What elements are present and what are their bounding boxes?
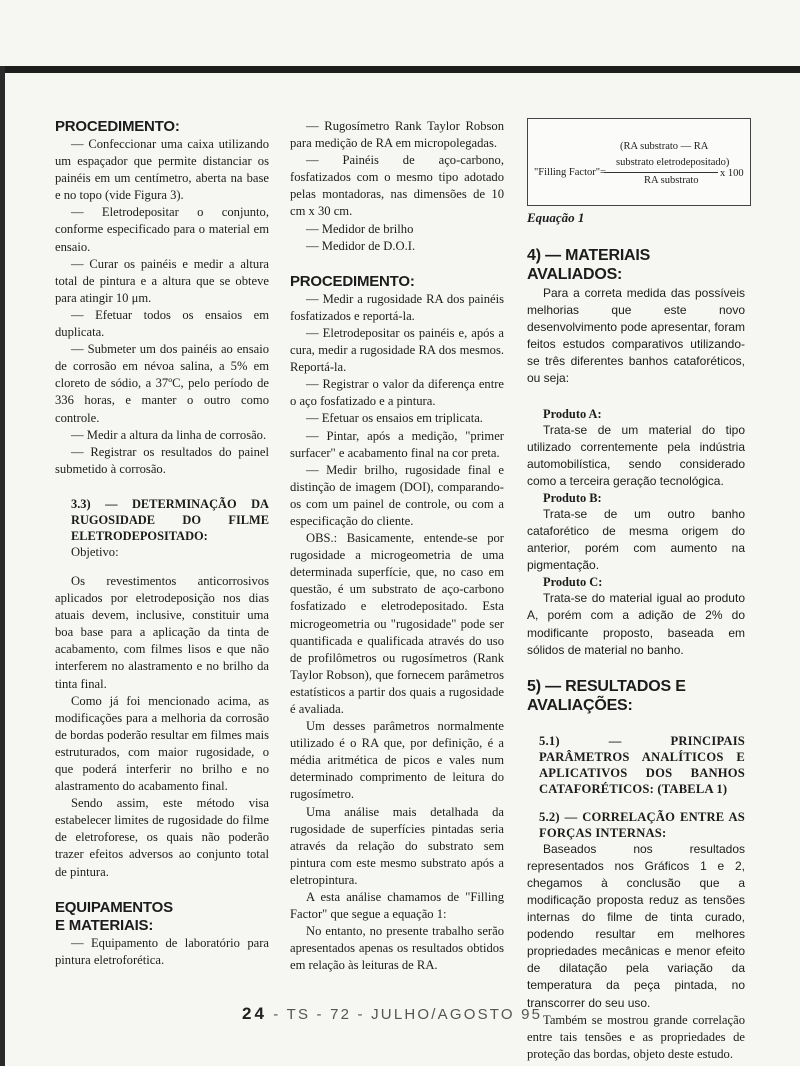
formula-multiplier: x 100 — [720, 168, 744, 179]
paragraph: — Pintar, após a medição, "primer surfacer" e acabamento final na cor preta. — [290, 428, 504, 460]
paragraph: Trata-se de um outro banho cataforético de mesma origem do anterior, porém com aumento na pigmentação. — [527, 506, 745, 573]
paragraph: — Registrar os resultados do painel submetido à corrosão. — [55, 444, 269, 476]
paragraph: A esta análise chamamos de "Filling Factor" que segue a equação 1: — [290, 890, 504, 922]
produto-c-label: Produto C: — [543, 575, 603, 590]
paragraph: Trata-se do material igual ao produto A, porém com a adição de 2% do modificante proposto, baseada em sólidos de material no banho. — [527, 591, 745, 657]
page-number: 24 — [242, 1004, 267, 1023]
page-footer — [242, 1004, 542, 1024]
heading-materiais-avaliados-wrap — [527, 246, 745, 284]
heading-materiais-avaliados: 4) — MATERIAIS AVALIADOS: — [527, 247, 651, 283]
subheading-3-3: 3.3) — DETERMINAÇÃO DA RUGOSIDADE DO FILME ELETRODEPOSITADO: — [71, 496, 269, 543]
subheading-5-2: 5.2) — CORRELAÇÃO ENTRE AS FORÇAS INTERNAS: — [539, 809, 745, 840]
paragraph: — Rugosímetro Rank Taylor Robson para medição de RA em micropolegadas. — [290, 119, 504, 151]
left-rule — [0, 66, 5, 1066]
heading-resultados: 5) — RESULTADOS E AVALIAÇÕES: — [527, 677, 686, 714]
paragraph: — Efetuar todos os ensaios em duplicata. — [55, 307, 269, 340]
column-1 — [55, 118, 269, 969]
paragraph: Um desses parâmetros normalmente utilizado é o RA que, por definição, é a média aritmética de picos e vales num determinado comprimento de leitura do rugosímetro. — [290, 719, 504, 802]
paragraph: Trata-se de um material do tipo utilizado correntemente pela indústria automobilística, sendo considerado como a terceira geração tecnológica. — [527, 422, 745, 488]
paragraph: Uma análise mais detalhada da rugosidade de superfícies pintadas seria através da relação do substrato sem pintura com este mesmo substrato após a eletropintura. — [290, 804, 504, 887]
heading-procedimento-2: PROCEDIMENTO: — [290, 272, 415, 290]
produto-a-label: Produto A: — [543, 406, 602, 421]
paragraph: — Registrar o valor da diferença entre o aço fosfatizado e a pintura. — [290, 377, 504, 409]
formula-numerator: substrato eletrodepositado) — [616, 157, 730, 168]
equation-caption: Equação 1 — [527, 210, 585, 225]
equation-box — [527, 118, 751, 206]
objetivo-label: Objetivo: — [71, 544, 119, 559]
heading-procedimento-1: PROCEDIMENTO: — [55, 118, 180, 135]
fraction-line — [604, 172, 718, 173]
column-2 — [290, 118, 504, 975]
paragraph: OBS.: Basicamente, entende-se por rugosidade a microgeometria de uma determinada superfície, que, no caso em questão, é um substrato de aço-carbono fosfatizado e eletrodepositado. Esta microgeometria ou "rugosidade" pode ser quantificada e qualificada através do uso de profilômetros ou rugosímetros (Rank Taylor Robson), que fornecem parâmetros estatísticos a partir dos quais a rugosidade é avaliada. — [290, 531, 504, 716]
paragraph: — Efetuar os ensaios em triplicata. — [306, 411, 483, 426]
paragraph: Baseados nos resultados representados nos Gráficos 1 e 2, chegamos à conclusão que a modificação proposta reduz as tensões internas do filme de tinta curado, podendo resultar em melhores propriedades mecânicas e menor efeito de dilatação pela variação da temperatura da peça pintada, no transcorrer do seu uso. — [527, 841, 745, 1010]
paragraph: Sendo assim, este método visa estabelecer limites de rugosidade do filme de eletroforese, os quais não poderão trazer efeitos adversos ao conjunto total de pintura. — [55, 796, 269, 879]
footer-issue: - TS - 72 - JULHO/AGOSTO 95 — [273, 1006, 543, 1023]
paragraph: Para a correta medida das possíveis melhorias que este novo desenvolvimento pode apresentar, foram feitos estudos comparativos utilizando-se três diferentes banhos cataforéticos, ou seja: — [527, 286, 745, 386]
paragraph: No entanto, no presente trabalho serão apresentados apenas os resultados obtidos em relação às leituras de RA. — [290, 924, 504, 973]
paragraph: — Eletrodepositar o conjunto, conforme especificado para o material em ensaio. — [55, 205, 269, 254]
paragraph: — Confeccionar uma caixa utilizando um espaçador que permite distanciar os painéis em um centímetro, aberta na base e no topo (vide Figura 3). — [55, 137, 269, 203]
produto-b-label: Produto B: — [543, 490, 602, 505]
paragraph: Os revestimentos anticorrosivos aplicados por eletrodeposição nos dias atuais devem, inclusive, constituir uma boa base para a aplicação da tinta de acabamento, com filmes lisos e que não interferem no alastramento e no brilho da tinta final. — [55, 573, 269, 691]
paragraph: — Equipamento de laboratório para pintura eletroforética. — [55, 935, 269, 967]
paragraph: — Medidor de brilho — [306, 221, 414, 236]
top-rule — [0, 66, 800, 73]
paragraph: — Medir a rugosidade RA dos painéis fosfatizados e reportá-la. — [290, 291, 504, 323]
subheading-5-1: 5.1) — PRINCIPAIS PARÂMETROS ANALÍTICOS E APLICATIVOS DOS BANHOS CATAFORÉTICOS: (TABELA 1) — [539, 733, 745, 796]
column-3 — [527, 285, 745, 1063]
formula-label: "Filling Factor"= — [534, 167, 606, 178]
paragraph: — Medidor de D.O.I. — [306, 238, 416, 253]
heading-equipamentos: EQUIPAMENTOS E MATERIAIS: — [55, 898, 173, 934]
paragraph: — Curar os painéis e medir a altura total de pintura e a altura que se obteve para atingir 10 μm. — [55, 256, 269, 305]
formula-top-line: (RA substrato — RA — [620, 141, 709, 152]
paragraph: Também se mostrou grande correlação entre tais tensões e as propriedades de proteção das bordas, objeto deste estudo. — [527, 1012, 745, 1061]
formula-denominator: RA substrato — [644, 175, 699, 186]
paragraph: — Medir brilho, rugosidade final e distinção de imagem (DOI), comparando-os com um painel de controle, ou com a especificação do cliente. — [290, 462, 504, 528]
paragraph: — Painéis de aço-carbono, fosfatizados com o mesmo tipo adotado pelas montadoras, nas dimensões de 10 cm x 30 cm. — [290, 153, 504, 219]
paragraph: — Eletrodepositar os painéis e, após a cura, medir a rugosidade RA dos mesmos. Reportá-la. — [290, 325, 504, 375]
paragraph: Como já foi mencionado acima, as modificações para a melhoria da corrosão de bordas poderão resultar em filmes mais estruturados, com maior rugosidade, o que poderá interferir no brilho e no alastramento do acabamento final. — [55, 693, 269, 794]
paragraph: — Medir a altura da linha de corrosão. — [71, 427, 267, 442]
paragraph: — Submeter um dos painéis ao ensaio de corrosão em névoa salina, a 5% em cloreto de sódio, a 37ºC, pelo período de 336 horas, e manter o outro como controle. — [55, 342, 269, 425]
